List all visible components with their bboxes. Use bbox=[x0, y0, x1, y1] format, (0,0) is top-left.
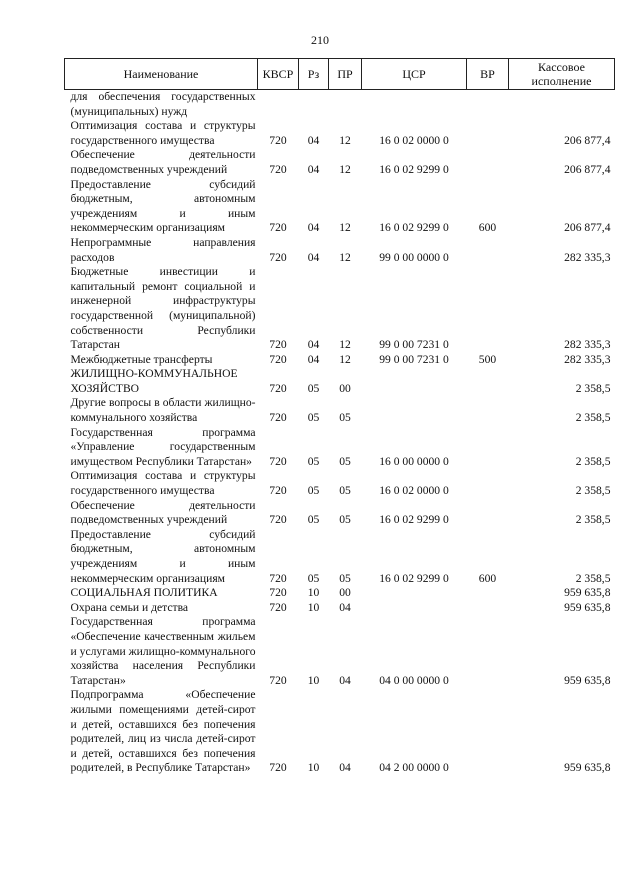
cell-vr bbox=[467, 148, 509, 177]
cell-rz: 10 bbox=[307, 600, 320, 614]
table-row bbox=[65, 396, 615, 425]
cell-sum: 2 358,5 bbox=[575, 454, 611, 468]
cell-vr: 500 bbox=[478, 352, 497, 366]
cell-rz: 04 bbox=[307, 221, 320, 235]
cell-vr bbox=[467, 90, 509, 120]
table-row bbox=[65, 353, 615, 368]
table-row bbox=[65, 469, 615, 498]
cell-vr bbox=[467, 426, 509, 470]
cell-csr: 16 0 02 9299 0 bbox=[379, 513, 449, 527]
table-row bbox=[65, 265, 615, 353]
cell-name: СОЦИАЛЬНАЯ ПОЛИТИКА bbox=[70, 586, 218, 600]
cell-csr bbox=[362, 586, 467, 601]
cell-csr bbox=[362, 396, 467, 425]
cell-rz: 05 bbox=[307, 571, 320, 585]
table-row bbox=[65, 426, 615, 470]
cell-rz bbox=[299, 90, 329, 120]
cell-pr: 05 bbox=[339, 484, 351, 498]
cell-kvsr: 720 bbox=[269, 761, 287, 775]
cell-kvsr: 720 bbox=[269, 600, 287, 614]
cell-csr: 16 0 02 9299 0 bbox=[379, 571, 449, 585]
cell-pr: 05 bbox=[339, 513, 351, 527]
cell-sum: 959 635,8 bbox=[564, 673, 611, 687]
cell-rz: 05 bbox=[307, 454, 320, 468]
table-row bbox=[65, 528, 615, 586]
cell-name: Предоставление субсидий бюджетным, автономным учреждениям и иным некоммерческим организациям bbox=[70, 527, 256, 585]
cell-name: Межбюджетные трансферты bbox=[70, 352, 213, 366]
budget-table bbox=[64, 58, 615, 776]
cell-sum: 959 635,8 bbox=[564, 761, 611, 775]
table-header bbox=[65, 59, 615, 90]
cell-rz: 10 bbox=[307, 586, 320, 600]
cell-vr bbox=[467, 586, 509, 601]
table-body bbox=[65, 90, 615, 776]
cell-rz: 04 bbox=[307, 162, 320, 176]
cell-sum: 959 635,8 bbox=[564, 600, 611, 614]
cell-name: Предоставление субсидий бюджетным, автономным учреждениям и иным некоммерческим организациям bbox=[70, 177, 256, 235]
cell-pr: 04 bbox=[339, 761, 351, 775]
cell-kvsr: 720 bbox=[269, 338, 287, 352]
cell-vr bbox=[467, 688, 509, 776]
cell-kvsr: 720 bbox=[269, 454, 287, 468]
cell-kvsr: 720 bbox=[269, 571, 287, 585]
cell-name: ЖИЛИЩНО-КОММУНАЛЬНОЕ ХОЗЯЙСТВО bbox=[70, 367, 238, 395]
cell-sum: 206 877,4 bbox=[564, 133, 611, 147]
cell-sum: 2 358,5 bbox=[575, 381, 611, 395]
cell-sum: 2 358,5 bbox=[575, 411, 611, 425]
cell-name: Оптимизация состава и структуры государственного имущества bbox=[70, 469, 256, 498]
cell-rz: 05 bbox=[307, 484, 320, 498]
table-row bbox=[65, 615, 615, 688]
cell-rz: 10 bbox=[307, 761, 320, 775]
cell-pr: 12 bbox=[339, 352, 351, 366]
cell-vr bbox=[467, 499, 509, 528]
cell-name: Подпрограмма «Обеспечение жилыми помещениями детей-сирот и детей, оставшихся без попечения родителей, лиц из числа детей-сирот и детей, оставшихся без попечения родителей, в Республике Татарстан» bbox=[70, 688, 256, 775]
cell-sum: 959 635,8 bbox=[564, 586, 611, 600]
table-row bbox=[65, 90, 615, 120]
cell-rz: 05 bbox=[307, 381, 320, 395]
cell-name: Обеспечение деятельности подведомственных учреждений bbox=[70, 498, 256, 527]
cell-sum: 2 358,5 bbox=[575, 484, 611, 498]
cell-pr: 00 bbox=[339, 586, 351, 600]
cell-pr: 12 bbox=[339, 133, 351, 147]
cell-vr bbox=[467, 615, 509, 688]
cell-pr: 12 bbox=[339, 250, 351, 264]
cell-name: Непрограммные направления расходов bbox=[70, 235, 256, 264]
header-kvsr: КВСР bbox=[258, 59, 299, 90]
table-row bbox=[65, 236, 615, 265]
cell-kvsr: 720 bbox=[269, 411, 287, 425]
cell-pr: 05 bbox=[339, 454, 351, 468]
cell-sum bbox=[509, 90, 615, 120]
cell-csr: 99 0 00 7231 0 bbox=[379, 352, 449, 366]
cell-kvsr: 720 bbox=[269, 352, 287, 366]
cell-name: Оптимизация состава и структуры государственного имущества bbox=[70, 119, 256, 147]
cell-sum: 282 335,3 bbox=[564, 250, 611, 264]
table-row bbox=[65, 586, 615, 601]
cell-csr bbox=[362, 90, 467, 120]
cell-rz: 04 bbox=[307, 133, 320, 147]
table-row bbox=[65, 601, 615, 616]
cell-pr bbox=[329, 90, 362, 120]
cell-rz: 10 bbox=[307, 673, 320, 687]
header-pr: ПР bbox=[329, 59, 362, 90]
table-row bbox=[65, 178, 615, 236]
cell-rz: 05 bbox=[307, 513, 320, 527]
header-rz: Рз bbox=[299, 59, 329, 90]
cell-kvsr: 720 bbox=[269, 162, 287, 176]
cell-kvsr: 720 bbox=[269, 513, 287, 527]
cell-csr: 16 0 02 9299 0 bbox=[379, 162, 449, 176]
table-row bbox=[65, 119, 615, 148]
cell-name: Государственная программа «Управление государственным имуществом Республики Татарстан» bbox=[70, 425, 256, 468]
cell-vr bbox=[467, 236, 509, 265]
table-row bbox=[65, 148, 615, 177]
cell-csr bbox=[362, 601, 467, 616]
header-name: Наименование bbox=[65, 59, 258, 90]
cell-kvsr: 720 bbox=[269, 673, 287, 687]
cell-kvsr: 720 bbox=[269, 586, 287, 600]
cell-vr bbox=[467, 469, 509, 498]
cell-pr: 00 bbox=[339, 381, 351, 395]
page-number: 210 bbox=[311, 33, 329, 47]
cell-pr: 05 bbox=[339, 411, 351, 425]
cell-pr: 04 bbox=[339, 600, 351, 614]
cell-vr bbox=[467, 396, 509, 425]
cell-kvsr bbox=[258, 90, 299, 120]
cell-csr: 99 0 00 0000 0 bbox=[379, 250, 449, 264]
table-row bbox=[65, 499, 615, 528]
cell-name: для обеспечения государственных (муниципальных) нужд bbox=[70, 90, 256, 118]
cell-sum: 206 877,4 bbox=[564, 221, 611, 235]
cell-csr: 16 0 02 0000 0 bbox=[379, 133, 449, 147]
cell-csr: 04 0 00 0000 0 bbox=[379, 673, 449, 687]
cell-pr: 12 bbox=[339, 338, 351, 352]
cell-csr: 04 2 00 0000 0 bbox=[379, 761, 449, 775]
cell-vr bbox=[467, 119, 509, 148]
cell-name: Другие вопросы в области жилищно-коммунального хозяйства bbox=[70, 396, 256, 425]
cell-pr: 04 bbox=[339, 673, 351, 687]
cell-csr: 99 0 00 7231 0 bbox=[379, 338, 449, 352]
table-row bbox=[65, 367, 615, 396]
cell-sum: 282 335,3 bbox=[564, 352, 611, 366]
cell-rz: 04 bbox=[307, 338, 320, 352]
cell-kvsr: 720 bbox=[269, 381, 287, 395]
cell-pr: 12 bbox=[339, 162, 351, 176]
header-sum: Кассовое исполнение bbox=[509, 59, 615, 90]
cell-pr: 05 bbox=[339, 571, 351, 585]
cell-vr: 600 bbox=[478, 221, 497, 235]
cell-rz: 04 bbox=[307, 250, 320, 264]
cell-kvsr: 720 bbox=[269, 221, 287, 235]
cell-csr bbox=[362, 367, 467, 396]
cell-vr bbox=[467, 601, 509, 616]
cell-sum: 2 358,5 bbox=[575, 513, 611, 527]
cell-vr bbox=[467, 367, 509, 396]
cell-vr bbox=[467, 265, 509, 353]
cell-vr: 600 bbox=[478, 571, 497, 585]
cell-name: Охрана семьи и детства bbox=[70, 600, 189, 614]
cell-csr: 16 0 02 9299 0 bbox=[379, 221, 449, 235]
cell-pr: 12 bbox=[339, 221, 351, 235]
cell-kvsr: 720 bbox=[269, 250, 287, 264]
cell-rz: 04 bbox=[307, 352, 320, 366]
header-csr: ЦСР bbox=[362, 59, 467, 90]
cell-name: Обеспечение деятельности подведомственных учреждений bbox=[70, 148, 256, 176]
cell-sum: 282 335,3 bbox=[564, 338, 611, 352]
cell-csr: 16 0 00 0000 0 bbox=[379, 454, 449, 468]
cell-sum: 206 877,4 bbox=[564, 162, 611, 176]
cell-name: Государственная программа «Обеспечение качественным жильем и услугами жилищно-коммунального хозяйства населения Республики Татарстан» bbox=[70, 615, 256, 687]
cell-csr: 16 0 02 0000 0 bbox=[379, 484, 449, 498]
header-vr: ВР bbox=[467, 59, 509, 90]
table-row bbox=[65, 688, 615, 776]
cell-sum: 2 358,5 bbox=[575, 571, 611, 585]
cell-rz: 05 bbox=[307, 411, 320, 425]
cell-name: Бюджетные инвестиции и капитальный ремонт социальной и инженерной инфраструктуры государственной (муниципальной) собственности Республики Татарстан bbox=[70, 265, 256, 352]
cell-kvsr: 720 bbox=[269, 484, 287, 498]
cell-kvsr: 720 bbox=[269, 133, 287, 147]
